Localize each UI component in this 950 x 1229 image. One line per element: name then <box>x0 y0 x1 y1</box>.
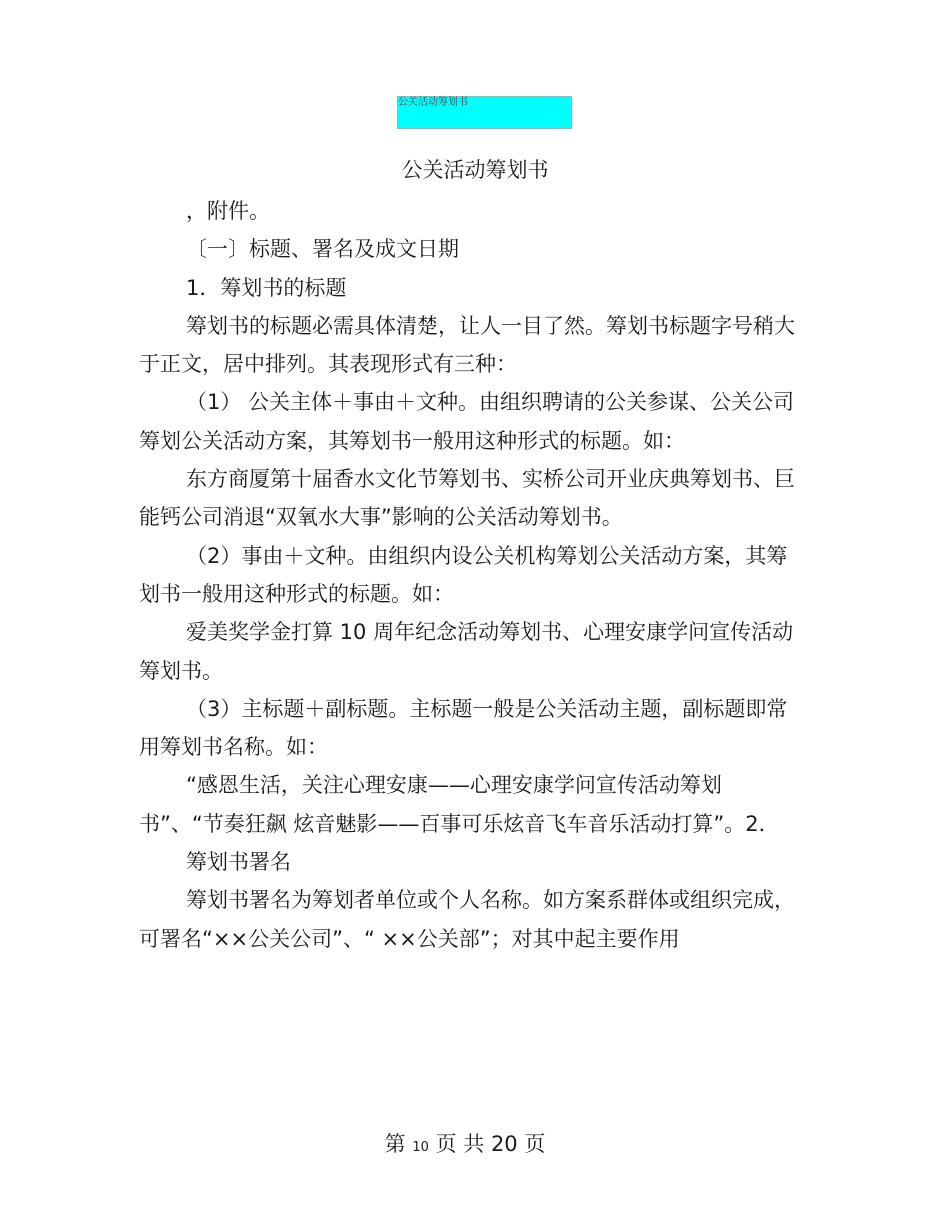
footer-page-number: 10 <box>412 1140 429 1155</box>
subheading-signature: 筹划书署名 <box>186 850 291 875</box>
paragraph-form-3: （3）主标题＋副标题。主标题一般是公关活动主题，副标题即常用筹划书名称。如： <box>139 696 788 760</box>
paragraph-example-2: 爱美奖学金打算 10 周年纪念活动筹划书、心理安康学问宣传活动筹划书。 <box>139 620 794 683</box>
paragraph-signature: 筹划书署名为筹划者单位或个人名称。如方案系群体或组织完成，可署名“××公关公司”、“ ××公关部”；对其中起主要作用 <box>139 888 795 951</box>
footer-middle: 页 共 <box>435 1132 485 1156</box>
paragraph-example-3: “感恩生活，关注心理安康——心理安康学问宣传活动筹划书”、“节奏狂飙 炫音魅影——百事可乐炫音飞车音乐活动打算”。2． <box>139 773 780 836</box>
header-box-text: 公关活动筹划书 <box>398 97 468 108</box>
paragraph-form-2: （2）事由＋文种。由组织内设公关机构筹划公关活动方案，其筹划书一般用这种形式的标题。如： <box>139 543 788 606</box>
document-body <box>139 192 804 958</box>
page-footer <box>0 1128 930 1164</box>
paragraph-example-1: 东方商厦第十届香水文化节筹划书、实桥公司开业庆典筹划书、巨能钙公司消退“双氧水大事”影响的公关活动筹划书。 <box>139 467 795 530</box>
footer-prefix: 第 <box>384 1132 406 1156</box>
footer-total-pages: 20 <box>490 1132 518 1156</box>
section-heading-title-signature-date: 〔一〕标题、署名及成文日期 <box>186 237 459 262</box>
paragraph-title-requirements: 筹划书的标题必需具体清楚，让人一目了然。筹划书标题字号稍大于正文，居中排列。其表现形式有三种： <box>139 313 795 377</box>
document-title: 公关活动筹划书 <box>401 158 549 182</box>
paragraph-attachment: ，附件。 <box>186 199 270 223</box>
header-highlight-box <box>397 96 572 129</box>
footer-suffix: 页 <box>524 1132 546 1156</box>
paragraph-form-1: （1） 公关主体＋事由＋文种。由组织聘请的公关参谋、公关公司筹划公关活动方案，其筹划书一般用这种形式的标题。如： <box>139 390 795 453</box>
subheading-plan-title: 1．筹划书的标题 <box>186 275 347 300</box>
